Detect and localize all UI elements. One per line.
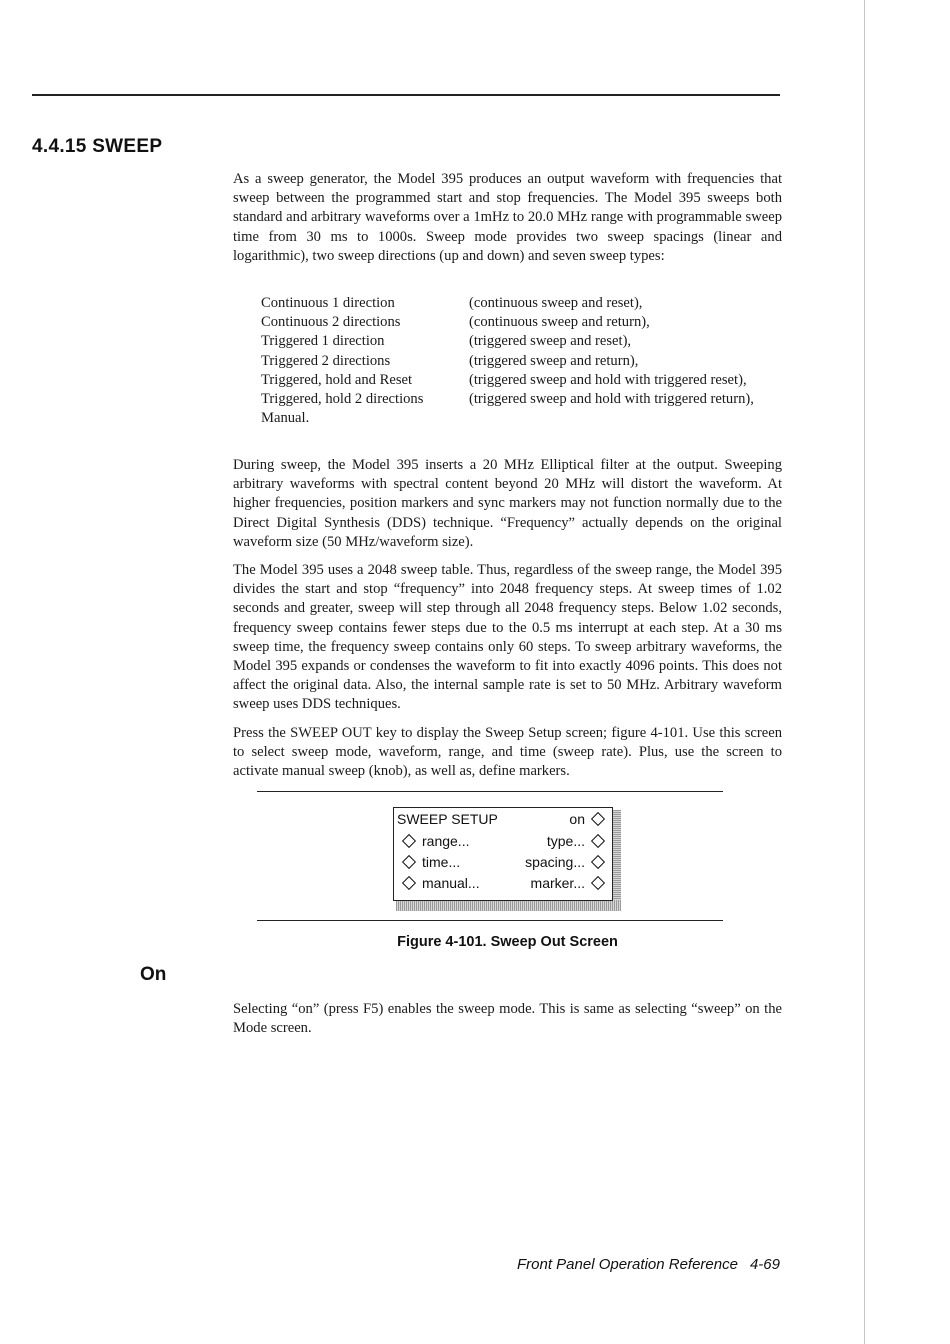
lcd-on-softkey bbox=[569, 811, 606, 827]
sweep-setup-screen bbox=[393, 807, 613, 901]
sweep-table-paragraph: The Model 395 uses a 2048 sweep table. Thus, regardless of the sweep range, the Model 395 divides the start and stop “frequency” into 2048 frequency steps. At sweep times of 1.02 seconds and greater, sweep will step through all 2048 frequency steps. Below 1.02 seconds, frequency sweep contains fewer steps due to the 0.5 ms interrupt at each step. At a 30 ms sweep time, the frequency sweep contains only 60 steps. To sweep arbitrary waveforms, the Model 395 expands or condenses the waveform to fit into exactly 4096 points. This does not affect the original data. Also, the internal sample rate is set to 50 MHz. Arbitrary waveform sweep uses DDS techniques. bbox=[233, 562, 782, 713]
press-key-paragraph: Press the SWEEP OUT key to display the Sweep Setup screen; figure 4-101. Use this screen to select sweep mode, waveform, range, and time (sweep rate). Plus, use the screen to activate manual sweep (knob), as well as, define markers. bbox=[233, 725, 782, 780]
diamond-icon bbox=[591, 855, 605, 869]
list-item bbox=[261, 332, 791, 351]
page-footer bbox=[480, 1256, 780, 1273]
list-item bbox=[261, 371, 791, 390]
sweep-type-desc: (triggered sweep and reset), bbox=[469, 333, 632, 350]
diamond-icon bbox=[402, 855, 416, 869]
diamond-icon bbox=[591, 876, 605, 890]
sweep-type-name: Manual. bbox=[261, 410, 310, 427]
lcd-shadow-bottom bbox=[396, 900, 621, 911]
sweep-type-name: Continuous 1 direction bbox=[261, 295, 395, 311]
on-subheading: On bbox=[140, 964, 167, 985]
lcd-row-title bbox=[397, 809, 606, 829]
intro-paragraph: As a sweep generator, the Model 395 produces an output waveform with frequencies that sweep between the programmed start and stop frequencies. The Model 395 sweeps both standard and arbitrary waveforms over a 1mHz to 20.0 MHz range with programmable sweep time from 30 ms to 1000s. Sweep mode provides two sweep spacings (linear and logarithmic), two sweep directions (up and down) and seven sweep types: bbox=[233, 171, 782, 264]
list-item bbox=[261, 409, 791, 428]
lcd-title: SWEEP SETUP bbox=[397, 811, 498, 827]
diamond-icon bbox=[402, 876, 416, 890]
lcd-marker-softkey bbox=[531, 875, 606, 891]
lcd-type-label: type... bbox=[546, 833, 585, 849]
lcd-manual-softkey bbox=[397, 875, 480, 891]
diamond-icon bbox=[402, 834, 416, 848]
sweep-type-name: Triggered, hold 2 directions bbox=[261, 391, 424, 408]
during-sweep-paragraph: During sweep, the Model 395 inserts a 20 MHz Elliptical filter at the output. Sweeping arbitrary waveforms with spectral content beyond 20 MHz will distort the waveform. At higher frequencies, position markers and sync markers may not function normally due to the Direct Digital Synthesis (DDS) technique. “Frequency” actually depends on the original waveform size (50 MHz/waveform size). bbox=[233, 457, 782, 550]
lcd-shadow-right bbox=[612, 810, 621, 911]
list-item bbox=[261, 313, 791, 332]
sweep-type-name: Continuous 2 directions bbox=[261, 314, 401, 331]
list-item bbox=[261, 352, 791, 371]
sweep-type-name: Triggered 1 direction bbox=[261, 333, 385, 350]
lcd-range-softkey bbox=[397, 833, 469, 849]
diamond-icon bbox=[591, 834, 605, 848]
sweep-types-list bbox=[261, 294, 791, 428]
lcd-spacing-label: spacing... bbox=[525, 854, 585, 870]
footer-title: Front Panel Operation Reference bbox=[517, 1256, 738, 1273]
lcd-spacing-softkey bbox=[525, 854, 606, 870]
lcd-time-label: time... bbox=[422, 854, 461, 870]
section-heading: 4.4.15 SWEEP bbox=[32, 136, 163, 157]
sweep-type-desc: (triggered sweep and return), bbox=[469, 352, 639, 369]
sweep-type-desc: (continuous sweep and reset), bbox=[469, 295, 643, 311]
page-number: 4-69 bbox=[749, 1256, 780, 1273]
sweep-type-desc: (continuous sweep and return), bbox=[469, 314, 650, 331]
lcd-row bbox=[397, 852, 606, 872]
list-item bbox=[261, 294, 791, 313]
figure-top-rule bbox=[257, 791, 723, 792]
figure-caption: Figure 4-101. Sweep Out Screen bbox=[397, 934, 618, 950]
sweep-type-name: Triggered, hold and Reset bbox=[261, 371, 413, 388]
sweep-type-name: Triggered 2 directions bbox=[261, 352, 391, 369]
lcd-marker-label: marker... bbox=[530, 875, 585, 891]
figure-bottom-rule bbox=[257, 920, 723, 921]
lcd-on-label: on bbox=[569, 811, 585, 827]
lcd-manual-label: manual... bbox=[422, 875, 480, 891]
lcd-row bbox=[397, 831, 606, 851]
scan-edge-line bbox=[864, 0, 865, 1344]
lcd-time-softkey bbox=[397, 854, 460, 870]
header-rule bbox=[32, 94, 780, 96]
diamond-icon bbox=[591, 812, 605, 826]
lcd-type-softkey bbox=[547, 833, 606, 849]
sweep-type-desc: (triggered sweep and hold with triggered reset), bbox=[469, 371, 747, 388]
lcd-range-label: range... bbox=[422, 833, 470, 849]
sweep-type-desc: (triggered sweep and hold with triggered return), bbox=[469, 391, 754, 408]
lcd-row bbox=[397, 873, 606, 893]
on-paragraph: Selecting “on” (press F5) enables the sweep mode. This is same as selecting “sweep” on the Mode screen. bbox=[233, 1001, 782, 1037]
list-item bbox=[261, 390, 791, 409]
